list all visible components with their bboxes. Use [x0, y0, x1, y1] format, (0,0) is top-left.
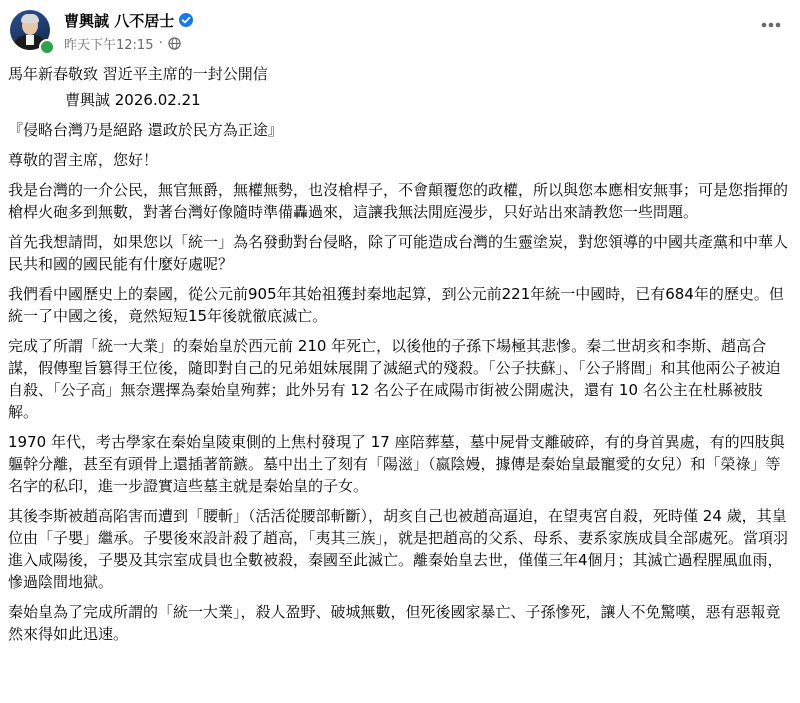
letter-salutation: 尊敬的習主席，您好！: [8, 151, 159, 169]
paragraph: 我是台灣的一介公民，無官無爵，無權無勢，也沒槍桿子，不會顛覆您的政權，所以與您本應相安無事；可是您指揮的槍桿火砲多到無數，對著台灣好像隨時準備轟過來，這讓我無法閒庭漫步，只好站出來請教您一些問題。: [8, 181, 789, 221]
author-name[interactable]: 曹興誠 八不居士: [64, 11, 175, 30]
paragraph: 1970 年代，考古學家在秦始皇陵東側的上焦村發現了 17 座陪葬墓，墓中屍骨支離破碎，有的身首異處，有的四肢與軀幹分離，甚至有頭骨上還插著箭鏃。墓中出土了刻有「陽滋」（嬴陰嫚，據傳是秦始皇最寵愛的女兒）和「榮祿」等名字的私印，進一步證實這些墓主就是秦始皇的子女。: [8, 433, 785, 495]
verified-badge-icon: [179, 13, 193, 27]
paragraph: 秦始皇為了完成所謂的「統一大業」，殺人盈野、破城無數，但死後國家暴亡、子孫慘死，讓人不免驚嘆，惡有惡報竟然來得如此迅速。: [8, 603, 781, 643]
globe-icon[interactable]: [168, 37, 181, 50]
paragraph: 完成了所謂「統一大業」的秦始皇於西元前 210 年死亡，以後他的子孫下場極其悲慘。秦二世胡亥和李斯、趙高合謀，假傳聖旨篡得王位後，隨即對自己的兄弟姐妹展開了滅絕式的殘殺。「公子扶蘇」、「公子將閭」和其他兩公子被迫自殺、「公子高」無奈選擇為秦始皇殉葬；此外另有 12 名公子在咸陽市街被公開處決，還有 10 名公主在杜縣被肢解。: [8, 337, 781, 421]
author-row: [64, 9, 193, 31]
post-meta: [64, 33, 181, 53]
more-options-icon[interactable]: [756, 14, 786, 36]
post-timestamp[interactable]: 昨天下午12:15: [64, 37, 154, 53]
paragraph: 首先我想請問，如果您以「統一」為名發動對台侵略，除了可能造成台灣的生靈塗炭，對您領導的中國共產黨和中華人民共和國的國民能有什麼好處呢？: [8, 233, 789, 273]
post-header: [0, 0, 800, 62]
paragraph: 其後李斯被趙高陷害而遭到「腰斬」（活活從腰部斬斷），胡亥自己也被趙高逼迫，在望夷宮自殺，死時僅 24 歲，其皇位由「子嬰」繼承。子嬰後來設計殺了趙高，「夷其三族」，就是把趙高的父系、母系、妻系家族成員全部處死。當項羽進入咸陽後，子嬰及其宗室成員也全數被殺，秦國至此滅亡。離秦始皇去世，僅僅三年4個月；其滅亡過程腥風血雨，慘過陰間地獄。: [8, 507, 789, 591]
online-status-dot: [39, 39, 55, 55]
paragraph: 我們看中國歷史上的秦國，從公元前905年其始祖獲封秦地起算，到公元前221年統一中國時，已有684年的歷史。但統一了中國之後，竟然短短15年後就徹底滅亡。: [8, 285, 784, 325]
letter-heading: 馬年新春敬致 習近平主席的一封公開信: [8, 65, 268, 83]
meta-separator: ·: [158, 35, 163, 51]
post-body: [8, 63, 792, 653]
letter-byline: 曹興誠 2026.02.21: [65, 91, 201, 109]
letter-subtitle: 『侵略台灣乃是絕路 還政於民方為正途』: [8, 121, 283, 139]
